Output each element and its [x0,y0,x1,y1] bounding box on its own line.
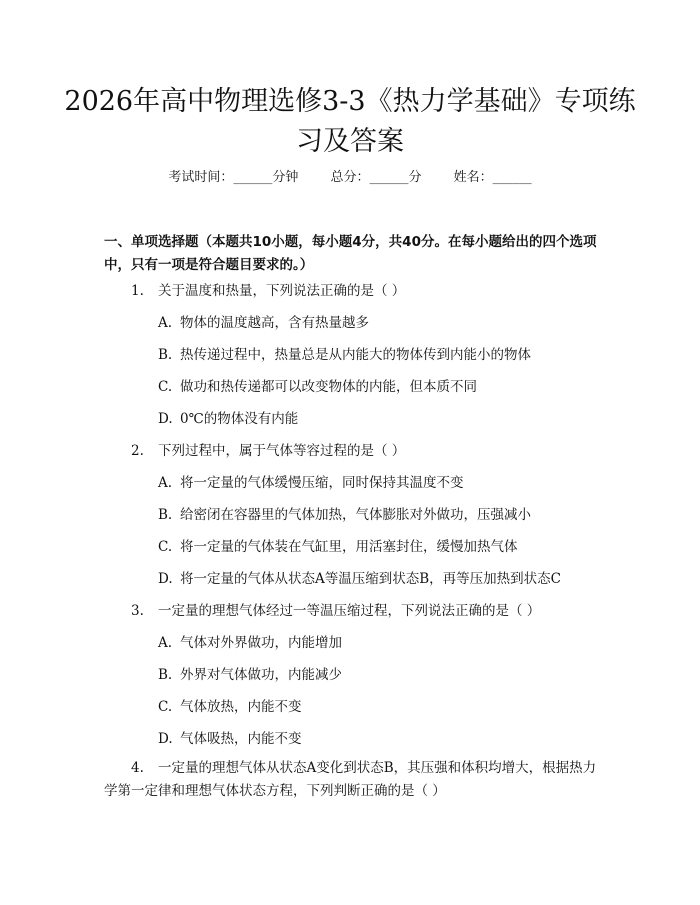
question-2-option-b [158,505,531,525]
question-1-option-c [158,377,477,397]
question-3-option-d [158,729,302,749]
option-text: 气体放热，内能不变 [180,699,302,715]
question-stem: 下列过程中，属于气体等容过程的是（ ） [158,443,406,459]
question-1 [131,281,405,301]
option-letter: A. [158,475,173,491]
question-2-option-d [158,569,561,589]
option-letter: C. [158,699,173,715]
option-letter: C. [158,539,173,555]
question-1-option-d [158,409,298,429]
exam-time-field: 考试时间：______分钟 [168,170,299,185]
question-3-option-c [158,697,302,717]
question-number: 4. [131,760,144,776]
option-letter: B. [158,507,173,523]
option-text: 气体对外界做功，内能增加 [180,635,342,651]
total-score-field: 总分：______分 [330,170,422,185]
question-3 [131,601,540,621]
question-2-option-a [158,473,464,493]
question-number: 1. [131,283,144,299]
document-title: 2026年高中物理选修3-3《热力学基础》专项练习及答案 [64,86,636,157]
question-1-option-b [158,345,531,365]
question-3-option-a [158,633,342,653]
option-letter: A. [158,635,173,651]
option-letter: C. [158,379,173,395]
option-text: 热传递过程中，热量总是从内能大的物体传到内能小的物体 [180,347,531,363]
question-3-option-b [158,665,342,685]
section-heading-single-choice: 一、单项选择题（本题共10小题，每小题4分，共40分。在每小题给出的四个选项中，只有一项是符合题目要求的。） [104,234,597,273]
option-text: 物体的温度越高，含有热量越多 [180,315,369,331]
option-letter: D. [158,571,173,587]
option-text: 做功和热传递都可以改变物体的内能，但本质不同 [180,379,477,395]
question-stem: 一定量的理想气体从状态A变化到状态B，其压强和体积均增大，根据热力学第一定律和理想气体状态方程，下列判断正确的是（ ） [104,760,597,799]
question-stem: 关于温度和热量，下列说法正确的是（ ） [158,283,406,299]
exam-info-line [0,168,700,188]
option-text: 0℃的物体没有内能 [180,411,299,427]
question-4 [104,757,604,803]
option-letter: B. [158,667,173,683]
option-letter: D. [158,731,173,747]
student-name-field: 姓名：______ [453,170,532,185]
question-number: 3. [131,603,144,619]
question-stem: 一定量的理想气体经过一等温压缩过程，下列说法正确的是（ ） [158,603,541,619]
question-number: 2. [131,443,144,459]
option-text: 气体吸热，内能不变 [180,731,302,747]
question-2-option-c [158,537,518,557]
option-text: 将一定量的气体缓慢压缩，同时保持其温度不变 [180,475,464,491]
question-2 [131,441,405,461]
option-text: 将一定量的气体从状态A等温压缩到状态B，再等压加热到状态C [180,571,561,587]
option-text: 外界对气体做功，内能减少 [180,667,342,683]
option-letter: D. [158,411,173,427]
question-1-option-a [158,313,369,333]
option-text: 给密闭在容器里的气体加热，气体膨胀对外做功，压强减小 [180,507,531,523]
option-letter: A. [158,315,173,331]
option-text: 将一定量的气体装在气缸里，用活塞封住，缓慢加热气体 [180,539,518,555]
option-letter: B. [158,347,173,363]
